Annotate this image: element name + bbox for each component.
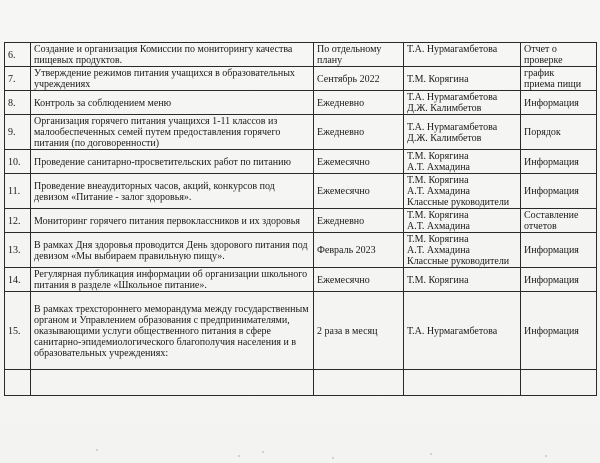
- report-cell-line: Информация: [524, 97, 579, 109]
- scan-speck: [430, 453, 432, 455]
- term-cell: [314, 174, 404, 209]
- row-number: 9.: [5, 115, 31, 150]
- row-number: 14.: [5, 268, 31, 292]
- responsible-cell: [404, 268, 521, 292]
- responsible-cell: [404, 174, 521, 209]
- responsible-cell-line: Т.А. Нурмагамбетова: [407, 44, 498, 55]
- responsible-cell: [404, 292, 521, 370]
- term-cell-line: Ежемесячно: [317, 274, 370, 286]
- term-cell: [314, 150, 404, 174]
- event-cell: Организация горячего питания учащихся 1-11 классов из малообеспеченных семей путем предоставления горячего питания (по договоренности): [31, 115, 314, 150]
- row-number: 12.: [5, 209, 31, 233]
- row-number: 8.: [5, 91, 31, 115]
- term-cell-line: Ежемесячно: [317, 156, 370, 168]
- report-cell: [521, 43, 597, 67]
- responsible-cell-line: Классные руководители: [407, 197, 510, 208]
- page-bottom-margin: [0, 435, 600, 463]
- row-number: 13.: [5, 233, 31, 268]
- responsible-cell: [404, 209, 521, 233]
- responsible-cell: [404, 67, 521, 91]
- event-cell: В рамках Дня здоровья проводится День здорового питания под девизом «Мы выбираем правильную пищу».: [31, 233, 314, 268]
- row-number: 7.: [5, 67, 31, 91]
- report-cell: [521, 174, 597, 209]
- report-cell-line: Информация: [524, 325, 579, 337]
- event-cell: Мониторинг горячего питания первоклассников и их здоровья: [31, 209, 314, 233]
- table-row: [5, 292, 597, 370]
- table-row: [5, 370, 597, 396]
- term-cell: [314, 209, 404, 233]
- responsible-cell: [404, 370, 521, 396]
- responsible-cell: [404, 115, 521, 150]
- responsible-cell: [404, 43, 521, 67]
- event-cell: Проведение санитарно-просветительских работ по питанию: [31, 150, 314, 174]
- responsible-cell-line: А.Т. Ахмадина: [407, 245, 470, 256]
- report-cell-line: Информация: [524, 186, 579, 197]
- report-cell: [521, 67, 597, 91]
- event-cell: Утверждение режимов питания учащихся в образовательных учреждениях: [31, 67, 314, 91]
- report-cell: [521, 370, 597, 396]
- responsible-cell: [404, 91, 521, 115]
- responsible-cell-line: Д.Ж. Калимбетов: [407, 103, 482, 114]
- report-cell-line: Информация: [524, 245, 579, 256]
- report-cell-line: Составление: [524, 210, 579, 221]
- report-cell-line: график: [524, 68, 555, 79]
- table-row: [5, 209, 597, 233]
- term-cell: [314, 268, 404, 292]
- responsible-cell-line: Т.А. Нурмагамбетова: [407, 121, 498, 133]
- event-cell: В рамках трехстороннего меморандума между государственным органом и Управлением образования с предпринимателями, оказывающими услуги общественного питания в сфере санитарно-эпидемиологического благополучия населения и в образовательных учреждениях:: [31, 292, 314, 370]
- term-cell-line: Сентябрь 2022: [317, 73, 380, 85]
- report-cell: [521, 292, 597, 370]
- responsible-cell-line: Классные руководители: [407, 256, 510, 267]
- term-cell-line: Ежедневно: [317, 215, 365, 227]
- event-cell: [31, 370, 314, 396]
- table-row: [5, 233, 597, 268]
- responsible-cell: [404, 233, 521, 268]
- table-row: [5, 150, 597, 174]
- report-cell-line: отчетов: [524, 221, 557, 232]
- term-cell: [314, 292, 404, 370]
- report-cell: [521, 233, 597, 268]
- report-cell-line: Порядок: [524, 127, 561, 138]
- term-cell: [314, 233, 404, 268]
- report-cell-line: Информация: [524, 274, 579, 286]
- report-cell: [521, 209, 597, 233]
- responsible-cell: [404, 150, 521, 174]
- term-cell-line: Февраль 2023: [317, 245, 376, 256]
- scan-speck: [332, 457, 334, 459]
- table-row: [5, 43, 597, 67]
- scan-speck: [545, 455, 547, 457]
- responsible-cell-line: Т.М. Корягина: [407, 175, 469, 186]
- responsible-cell-line: Т.М. Корягина: [407, 234, 469, 245]
- responsible-cell-line: Т.М. Корягина: [407, 151, 469, 162]
- event-cell: Регулярная публикация информации об организации школьного питания в разделе «Школьное питание».: [31, 268, 314, 292]
- term-cell-line: плану: [317, 55, 343, 66]
- responsible-cell-line: А.Т. Ахмадина: [407, 186, 470, 197]
- report-cell-line: проверке: [524, 55, 563, 66]
- term-cell-line: 2 раза в месяц: [317, 325, 378, 337]
- report-cell: [521, 91, 597, 115]
- responsible-cell-line: А.Т. Ахмадина: [407, 162, 470, 173]
- term-cell-line: Ежедневно: [317, 97, 365, 109]
- row-number: [5, 370, 31, 396]
- term-cell: [314, 370, 404, 396]
- event-cell: Создание и организация Комиссии по мониторингу качества пищевых продуктов.: [31, 43, 314, 67]
- responsible-cell-line: Т.А. Нурмагамбетова: [407, 92, 498, 103]
- report-cell-line: приема пищи: [524, 79, 582, 90]
- responsible-cell-line: Д.Ж. Калимбетов: [407, 132, 482, 144]
- scan-speck: [262, 451, 264, 453]
- responsible-cell-line: Т.М. Корягина: [407, 73, 469, 85]
- term-cell: [314, 43, 404, 67]
- report-cell: [521, 115, 597, 150]
- row-number: 11.: [5, 174, 31, 209]
- report-cell: [521, 150, 597, 174]
- event-cell: Контроль за соблюдением меню: [31, 91, 314, 115]
- row-number: 6.: [5, 43, 31, 67]
- plan-table-body: [5, 43, 597, 396]
- report-cell: [521, 268, 597, 292]
- term-cell-line: Ежедневно: [317, 127, 365, 138]
- table-row: [5, 115, 597, 150]
- report-cell-line: Информация: [524, 156, 579, 168]
- term-cell: [314, 115, 404, 150]
- responsible-cell-line: Т.М. Корягина: [407, 210, 469, 221]
- table-row: [5, 174, 597, 209]
- responsible-cell-line: Т.М. Корягина: [407, 274, 469, 286]
- report-cell-line: Отчет о: [524, 44, 557, 55]
- table-row: [5, 268, 597, 292]
- event-cell: Проведение внеаудиторных часов, акций, конкурсов под девизом «Питание - залог здоровья».: [31, 174, 314, 209]
- term-cell-line: По отдельному: [317, 44, 382, 55]
- nutrition-plan-table: [4, 42, 597, 396]
- scan-speck: [238, 455, 240, 457]
- responsible-cell-line: А.Т. Ахмадина: [407, 221, 470, 232]
- table-row: [5, 67, 597, 91]
- term-cell-line: Ежемесячно: [317, 186, 370, 197]
- row-number: 15.: [5, 292, 31, 370]
- responsible-cell-line: Т.А. Нурмагамбетова: [407, 325, 498, 337]
- table-row: [5, 91, 597, 115]
- row-number: 10.: [5, 150, 31, 174]
- term-cell: [314, 67, 404, 91]
- scan-speck: [96, 449, 98, 451]
- term-cell: [314, 91, 404, 115]
